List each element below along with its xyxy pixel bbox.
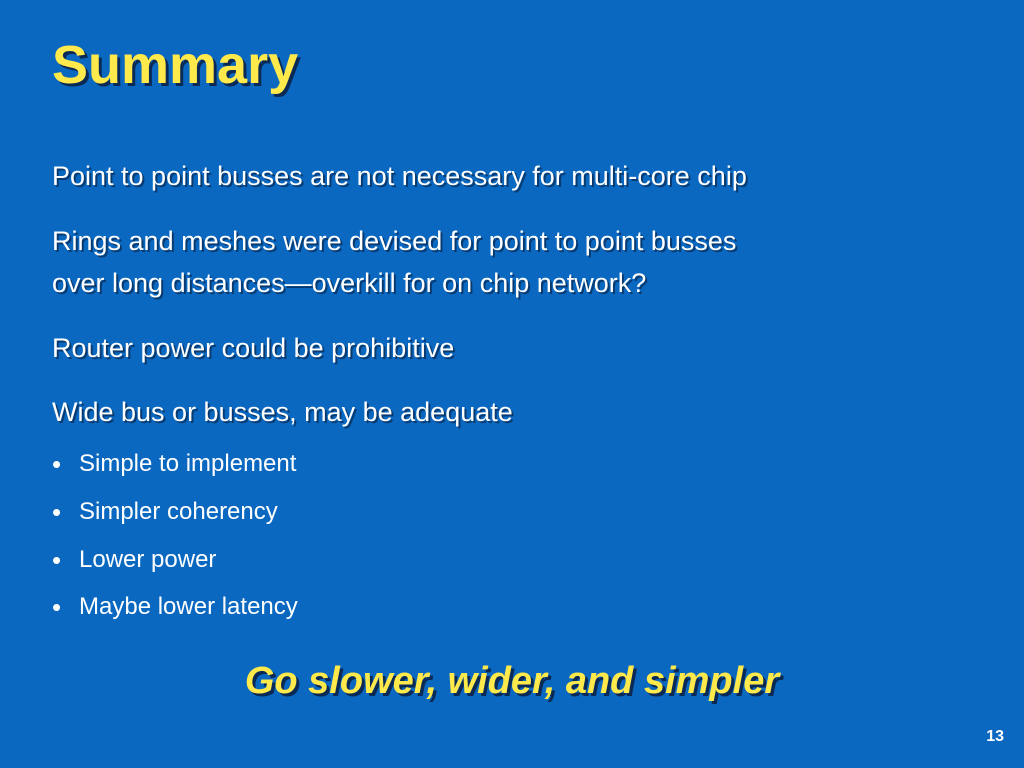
bullet-icon: • bbox=[52, 449, 62, 479]
paragraph-wide-bus: Wide bus or busses, may be adequate bbox=[52, 397, 513, 427]
slide-title: Summary bbox=[52, 35, 299, 95]
paragraph-point-to-point: Point to point busses are not necessary for multi-core chip bbox=[52, 161, 747, 191]
bullet-item bbox=[52, 449, 296, 479]
bullet-item bbox=[52, 497, 278, 527]
paragraph-router-power: Router power could be prohibitive bbox=[52, 333, 455, 363]
page-number: 13 bbox=[986, 728, 1004, 745]
bullet-text: Simpler coherency bbox=[79, 498, 278, 525]
paragraph-rings-meshes-line1: Rings and meshes were devised for point to point busses bbox=[52, 226, 737, 256]
bullet-icon: • bbox=[52, 592, 62, 622]
paragraph-rings-meshes-line2: over long distances—overkill for on chip network? bbox=[52, 268, 647, 298]
bullet-text: Simple to implement bbox=[79, 450, 297, 477]
bullet-text: Maybe lower latency bbox=[79, 593, 298, 620]
slide-tagline: Go slower, wider, and simpler bbox=[244, 660, 780, 702]
bullet-text: Lower power bbox=[79, 546, 217, 573]
bullet-item bbox=[52, 545, 216, 575]
bullet-icon: • bbox=[52, 545, 62, 575]
bullet-icon: • bbox=[52, 497, 62, 527]
bullet-item bbox=[52, 592, 298, 622]
